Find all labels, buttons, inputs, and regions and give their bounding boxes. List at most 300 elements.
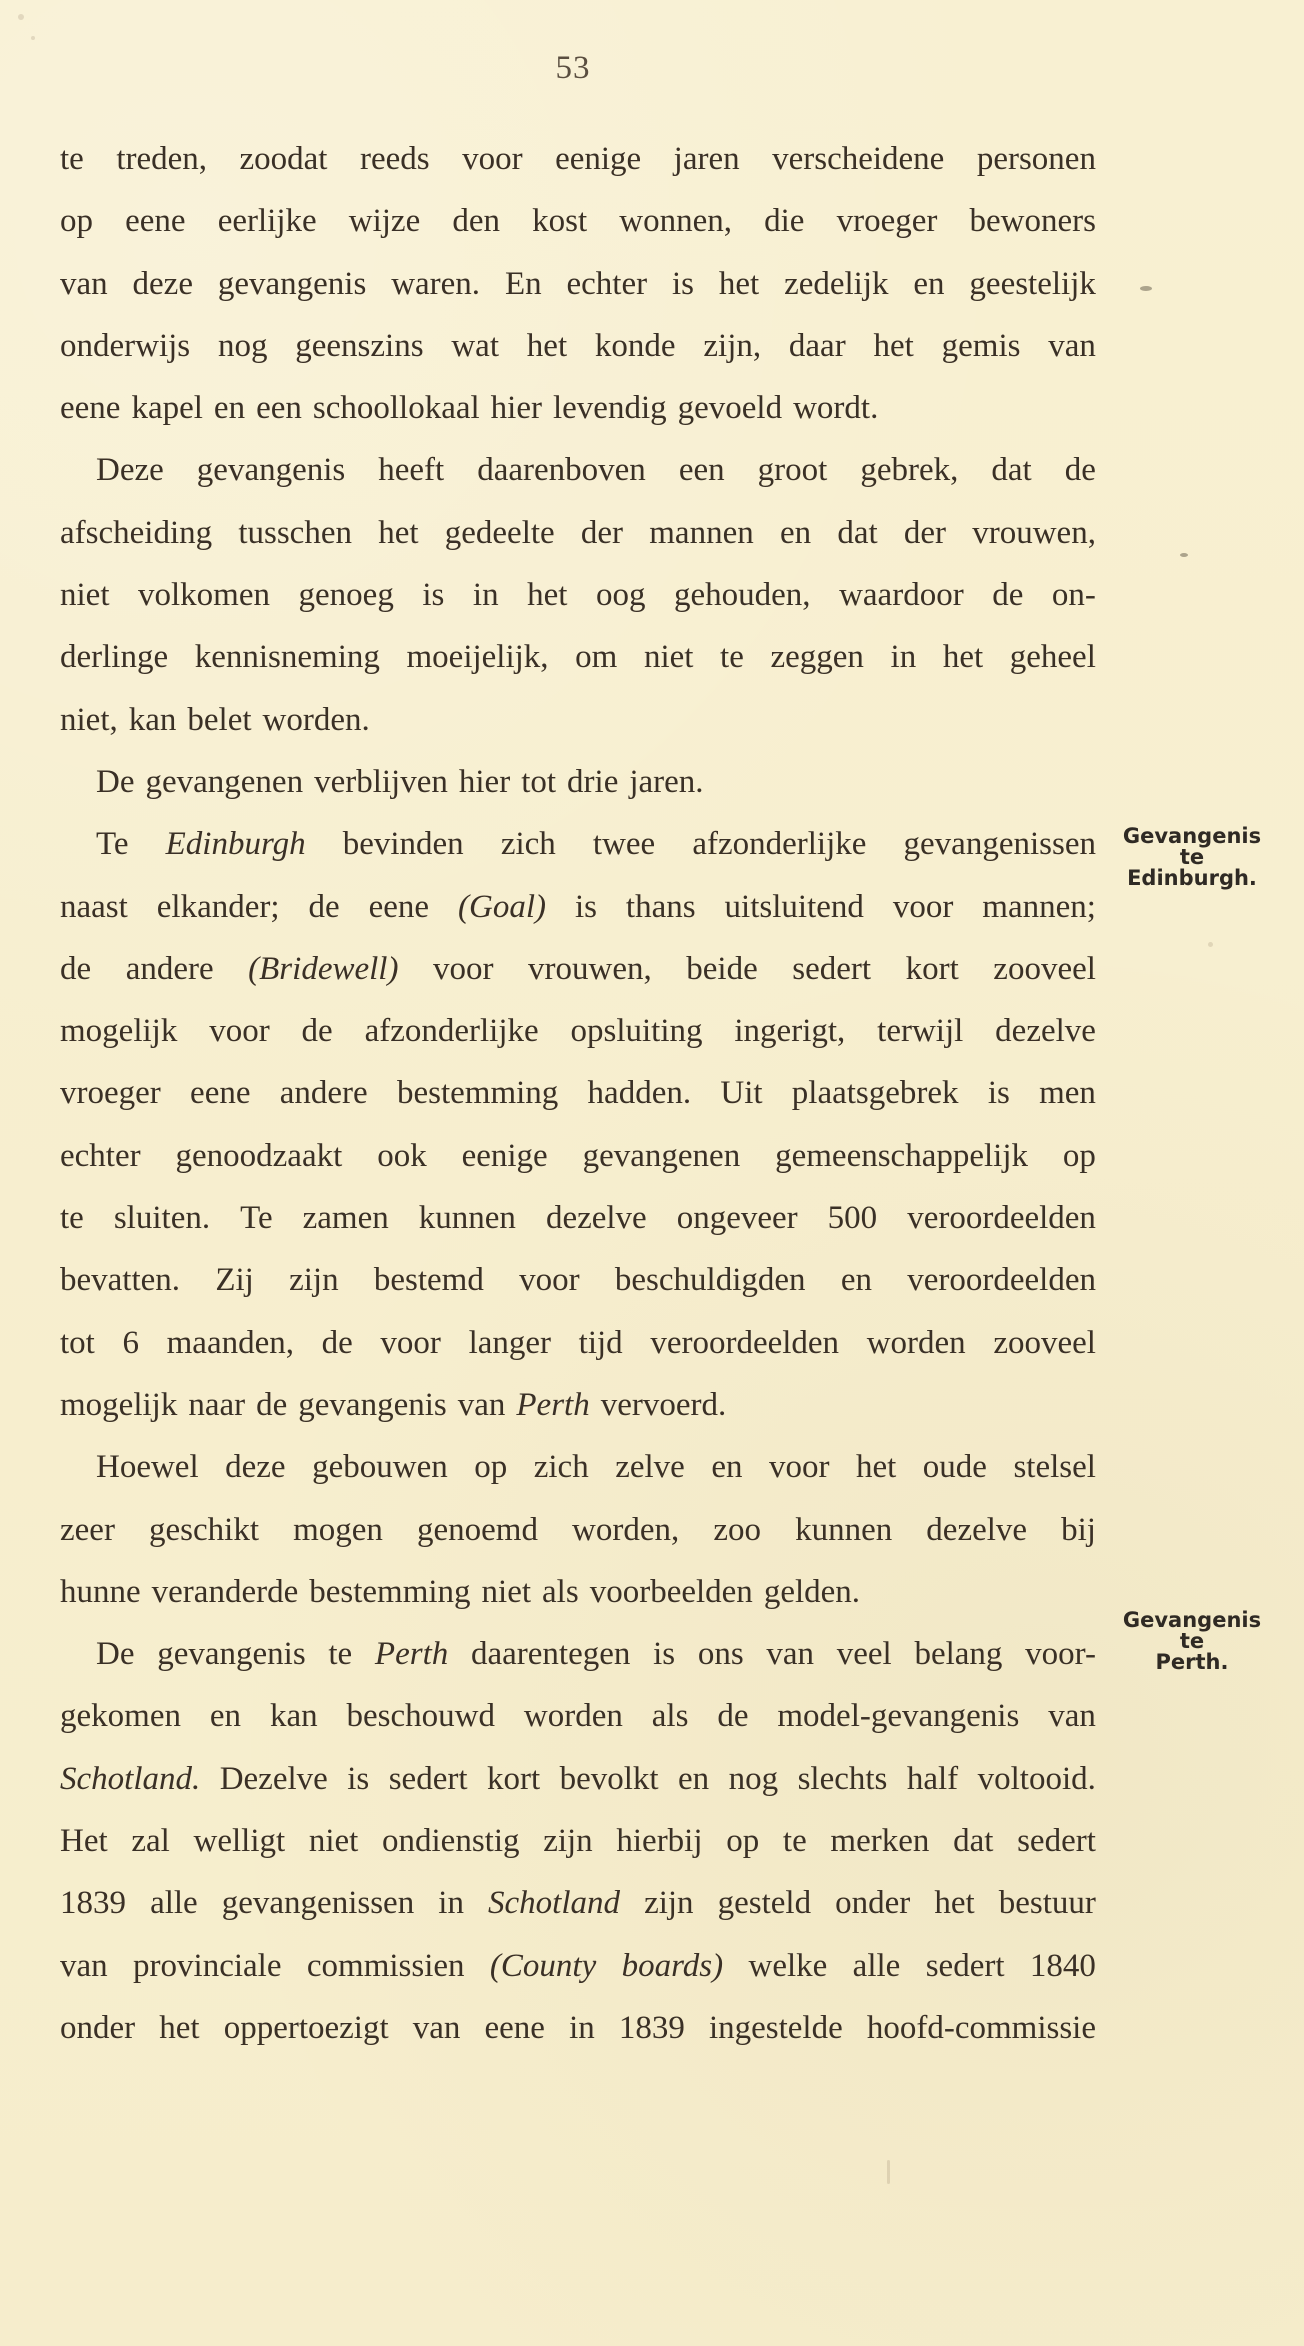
word: wordt. xyxy=(793,390,879,427)
word: treden, xyxy=(116,141,208,177)
word: zal xyxy=(131,1823,170,1860)
word: eene xyxy=(190,1075,251,1112)
word: boards) xyxy=(621,1947,724,1984)
word: de xyxy=(321,1324,353,1361)
word: sedert xyxy=(388,1760,468,1797)
word: model-gevangenis xyxy=(777,1698,1020,1735)
word: worden xyxy=(523,1698,623,1735)
word: het xyxy=(934,1885,975,1922)
word: veranderde xyxy=(151,1573,299,1610)
word: den xyxy=(452,203,501,240)
word: voor xyxy=(519,1262,580,1299)
paper-speck xyxy=(887,2160,890,2184)
word: deze xyxy=(132,265,193,302)
word: bestemming xyxy=(309,1573,471,1610)
text-line xyxy=(60,689,1100,751)
word: oog xyxy=(595,577,646,614)
paper-speck xyxy=(1208,942,1213,947)
word: ingestelde xyxy=(708,2009,843,2046)
word: het xyxy=(527,577,568,614)
word: stelsel xyxy=(1013,1449,1096,1486)
word: voor xyxy=(892,888,954,925)
word: eenige xyxy=(555,141,642,177)
word: afzonderlijke xyxy=(692,826,867,863)
word: zedelijk xyxy=(784,265,889,302)
word: zooveel xyxy=(993,950,1096,987)
text-line xyxy=(60,1000,1100,1062)
word: 6 xyxy=(122,1324,139,1361)
word: te xyxy=(720,639,744,676)
word: geenszins xyxy=(295,327,424,364)
text-line xyxy=(60,564,1100,626)
word: wat xyxy=(451,327,499,364)
word: voor xyxy=(432,950,494,987)
word: personen xyxy=(976,141,1096,177)
word: voor xyxy=(768,1449,830,1486)
word: elkander; xyxy=(156,888,280,925)
word: te xyxy=(328,1636,353,1673)
word: sluiten. xyxy=(113,1200,211,1237)
word: is xyxy=(574,888,597,925)
word: men xyxy=(1039,1075,1096,1112)
word: de xyxy=(301,1013,333,1050)
text-line xyxy=(60,1685,1100,1747)
margin-note-line: Edinburgh. xyxy=(1127,866,1257,890)
word: Het xyxy=(60,1823,108,1860)
word: gevangenis xyxy=(157,1636,306,1673)
text-line xyxy=(60,1997,1100,2059)
margin-note-edinburgh xyxy=(1112,826,1272,889)
body-text xyxy=(60,128,1100,2059)
margin-note-line: te xyxy=(1179,1629,1205,1653)
word: in xyxy=(569,2009,595,2046)
text-line xyxy=(60,502,1100,564)
word: voor xyxy=(380,1324,441,1361)
word: voor xyxy=(209,1013,270,1050)
word: bewoners xyxy=(969,203,1096,240)
word: deze xyxy=(225,1449,286,1486)
word: om xyxy=(575,639,618,676)
paper-speck xyxy=(18,14,24,20)
word: onder xyxy=(60,2009,136,2046)
text-line xyxy=(60,938,1100,1000)
word: zeer xyxy=(60,1511,115,1548)
word: beschuldigden xyxy=(614,1262,806,1299)
word: de xyxy=(717,1698,749,1735)
word: kort xyxy=(486,1760,541,1797)
word: hunne xyxy=(60,1573,141,1610)
text-line xyxy=(60,1561,1100,1623)
word: gedeelte xyxy=(444,514,555,551)
word: zeggen xyxy=(770,639,864,676)
word: ingerigt, xyxy=(734,1013,846,1050)
text-line xyxy=(60,1935,1100,1997)
word: (Goal) xyxy=(458,888,546,925)
page-number: 53 xyxy=(555,50,591,86)
word: kan xyxy=(269,1698,318,1735)
word: een xyxy=(678,452,725,489)
word: der xyxy=(580,514,624,551)
word: gevangenissen xyxy=(221,1885,415,1922)
word: geestelijk xyxy=(969,265,1096,302)
word: dezelve xyxy=(995,1013,1096,1050)
word: zijn xyxy=(543,1823,593,1860)
word: levendig xyxy=(552,390,667,427)
word: alle xyxy=(150,1885,198,1922)
word: te xyxy=(782,1823,807,1860)
word: 1839 xyxy=(60,1885,126,1922)
word: als xyxy=(542,1573,579,1610)
word: vroeger xyxy=(836,203,938,240)
text-line xyxy=(60,253,1100,315)
text-line xyxy=(60,1374,1100,1436)
word: en xyxy=(913,265,945,302)
word: gesteld xyxy=(717,1885,812,1922)
text-line xyxy=(60,1623,1100,1685)
word: Te xyxy=(240,1200,273,1237)
word: hadden. xyxy=(587,1075,692,1112)
word: gevangenis xyxy=(217,265,367,302)
word: geschikt xyxy=(149,1511,259,1548)
word: mannen; xyxy=(982,888,1096,925)
word: merken xyxy=(830,1823,930,1860)
word: het xyxy=(718,265,760,302)
text-line xyxy=(60,876,1100,938)
word: sedert xyxy=(925,1947,1005,1984)
word: gemis xyxy=(941,327,1021,364)
word: voorbeelden xyxy=(589,1573,753,1610)
word: oppertoezigt xyxy=(223,2009,389,2046)
word: voor- xyxy=(1025,1636,1096,1673)
word: Perth xyxy=(374,1636,449,1673)
word: uitsluitend xyxy=(724,888,864,925)
word: 1839 xyxy=(618,2009,685,2046)
word: jaren. xyxy=(629,763,704,800)
paper-speck xyxy=(31,36,35,40)
word: op xyxy=(1062,1137,1096,1174)
word: Schotland. xyxy=(60,1760,201,1797)
word: voltooid. xyxy=(977,1760,1096,1797)
word: half xyxy=(906,1760,959,1797)
text-line xyxy=(60,128,1100,190)
word: de xyxy=(1064,452,1096,489)
word: een xyxy=(256,390,302,427)
word: waardoor xyxy=(839,577,964,614)
word: De xyxy=(96,1636,135,1673)
word: bevatten. xyxy=(60,1262,181,1299)
word: van xyxy=(60,1947,108,1984)
word: bevinden xyxy=(342,826,464,863)
word: veel xyxy=(836,1636,892,1673)
word: maanden, xyxy=(166,1324,294,1361)
word: welligt xyxy=(193,1823,286,1860)
word: geheel xyxy=(1009,639,1096,676)
word: en xyxy=(779,514,812,551)
word: 1840 xyxy=(1029,1947,1096,1984)
word: waren. xyxy=(391,265,481,302)
word: niet xyxy=(60,577,110,614)
word: en xyxy=(711,1449,743,1486)
word: de xyxy=(60,950,92,987)
word: oude xyxy=(922,1449,987,1486)
word: het xyxy=(942,639,984,676)
word: voor xyxy=(462,141,523,177)
word: zijn, xyxy=(703,327,762,364)
text-line xyxy=(60,1062,1100,1124)
text-line xyxy=(60,377,1100,439)
word: vrouwen, xyxy=(972,514,1096,551)
word: worden, xyxy=(572,1511,680,1548)
word: belang xyxy=(914,1636,1003,1673)
word: ongeveer xyxy=(676,1200,798,1237)
word: daarenboven xyxy=(477,452,646,489)
word: Zij xyxy=(215,1262,254,1299)
word: vervoerd. xyxy=(600,1386,727,1423)
word: veroordeelden xyxy=(650,1324,840,1361)
word: kunnen xyxy=(418,1200,516,1237)
word: zoo xyxy=(713,1511,761,1548)
word: Schotland xyxy=(488,1885,620,1922)
word: tusschen xyxy=(238,514,352,551)
text-line xyxy=(60,315,1100,377)
word: Dezelve xyxy=(219,1760,328,1797)
word: van xyxy=(60,265,108,302)
word: De xyxy=(96,763,135,800)
word: konde xyxy=(594,327,676,364)
text-line xyxy=(60,1312,1100,1374)
word: jaren xyxy=(673,141,740,177)
word: niet xyxy=(481,1573,532,1610)
word: twee xyxy=(592,826,656,863)
word: thans xyxy=(625,888,696,925)
text-line xyxy=(60,626,1100,688)
word: de xyxy=(256,1386,288,1423)
word: zelve xyxy=(615,1449,685,1486)
word: ook xyxy=(377,1137,427,1174)
word: terwijl xyxy=(877,1013,964,1050)
word: bestemd xyxy=(373,1262,484,1299)
word: gebrek, xyxy=(860,452,959,489)
word: genoemd xyxy=(416,1511,538,1548)
word: is xyxy=(987,1075,1010,1112)
word: niet xyxy=(643,639,694,676)
word: opsluiting xyxy=(570,1013,703,1050)
word: echter xyxy=(566,265,648,302)
word: gevangenen xyxy=(582,1137,741,1174)
text-line xyxy=(60,1499,1100,1561)
word: gevangenis xyxy=(196,452,346,489)
word: groot xyxy=(757,452,828,489)
word: dat xyxy=(837,514,878,551)
word: veroordeelden xyxy=(907,1262,1096,1299)
word: belet xyxy=(187,701,252,738)
word: gelden. xyxy=(763,1573,861,1610)
word: de xyxy=(992,577,1024,614)
word: mogelijk xyxy=(60,1013,178,1050)
text-line xyxy=(60,751,1100,813)
word: het xyxy=(378,514,419,551)
word: gekomen xyxy=(60,1698,181,1735)
word: vrouwen, xyxy=(528,950,652,987)
word: afscheiding xyxy=(60,514,213,551)
word: langer xyxy=(468,1324,552,1361)
word: gevangenissen xyxy=(903,826,1096,863)
word: te xyxy=(60,1200,84,1237)
word: de xyxy=(308,888,340,925)
word: beide xyxy=(686,950,758,987)
word: van xyxy=(766,1636,815,1673)
margin-note-line: Gevangenis xyxy=(1122,824,1262,848)
word: het xyxy=(855,1449,897,1486)
word: kost xyxy=(532,203,588,240)
word: provinciale xyxy=(133,1947,282,1984)
word: heeft xyxy=(378,452,445,489)
text-line xyxy=(60,813,1100,875)
word: nog xyxy=(217,327,268,364)
word: niet xyxy=(308,1823,359,1860)
word: ons xyxy=(697,1636,744,1673)
word: van xyxy=(1048,327,1096,364)
word: vroeger xyxy=(60,1075,161,1112)
word: 500 xyxy=(827,1200,878,1237)
word: naast xyxy=(60,888,128,925)
word: en xyxy=(678,1760,710,1797)
word: daar xyxy=(788,327,846,364)
word: eenige xyxy=(461,1137,548,1174)
word: derlinge xyxy=(60,639,169,676)
word: op xyxy=(474,1449,508,1486)
word: (County xyxy=(489,1947,597,1984)
word: Deze xyxy=(96,452,164,489)
word: mannen xyxy=(649,514,754,551)
word: op xyxy=(60,203,93,240)
word: genoodzaakt xyxy=(175,1137,343,1174)
word: verblijven xyxy=(314,763,448,800)
word: als xyxy=(651,1698,689,1735)
word: echter xyxy=(60,1137,141,1174)
word: beschouwd xyxy=(346,1698,495,1735)
word: zich xyxy=(500,826,556,863)
margin-note-line: Perth. xyxy=(1155,1650,1229,1674)
word: verscheidene xyxy=(772,141,945,177)
word: zijn xyxy=(644,1885,694,1922)
word: daarentegen xyxy=(470,1636,631,1673)
word: wijze xyxy=(348,203,421,240)
word: zijn xyxy=(289,1262,339,1299)
word: het xyxy=(526,327,568,364)
word: hierbij xyxy=(616,1823,703,1860)
word: eene xyxy=(125,203,186,240)
word: is xyxy=(347,1760,370,1797)
word: ondienstig xyxy=(382,1823,520,1860)
word: Perth xyxy=(516,1386,590,1423)
word: Te xyxy=(96,826,129,863)
word: welke xyxy=(748,1947,828,1984)
word: hier xyxy=(490,390,542,427)
text-line xyxy=(60,190,1100,252)
word: afzonderlijke xyxy=(364,1013,539,1050)
word: kunnen xyxy=(795,1511,893,1548)
word: zooveel xyxy=(993,1324,1096,1361)
word: niet, xyxy=(60,701,118,738)
text-line xyxy=(60,1748,1100,1810)
word: gemeenschappelijk xyxy=(775,1137,1029,1174)
word: en xyxy=(213,390,246,427)
word: in xyxy=(438,1885,464,1922)
ink-mark xyxy=(1180,553,1188,557)
word: commissien xyxy=(306,1947,465,1984)
word: op xyxy=(726,1823,760,1860)
word: en xyxy=(840,1262,872,1299)
word: En xyxy=(504,265,542,302)
text-line xyxy=(60,1249,1100,1311)
word: bij xyxy=(1061,1511,1096,1548)
word: worden xyxy=(866,1324,966,1361)
word: van xyxy=(412,2009,461,2046)
word: mogelijk xyxy=(60,1386,178,1423)
word: genoeg xyxy=(298,577,394,614)
word: worden. xyxy=(262,701,370,738)
word: reeds xyxy=(359,141,430,177)
word: gevangenis xyxy=(298,1386,447,1423)
word: wonnen, xyxy=(619,203,733,240)
text-line xyxy=(60,1872,1100,1934)
word: tot xyxy=(521,763,557,800)
word: onder xyxy=(835,1885,911,1922)
word: slechts xyxy=(797,1760,888,1797)
word: van xyxy=(1048,1698,1096,1735)
word: eene xyxy=(60,390,121,427)
word: is xyxy=(422,577,445,614)
word: is xyxy=(671,265,694,302)
word: andere xyxy=(279,1075,368,1112)
word: tijd xyxy=(578,1324,623,1361)
word: hoofd-commissie xyxy=(866,2009,1096,2046)
word: zamen xyxy=(302,1200,389,1237)
word: gebouwen xyxy=(312,1449,448,1486)
word: volkomen xyxy=(138,577,270,614)
word: dat xyxy=(953,1823,994,1860)
word: hier xyxy=(458,763,511,800)
word: veroordeelden xyxy=(907,1200,1096,1237)
word: en xyxy=(209,1698,242,1735)
word: bevolkt xyxy=(559,1760,659,1797)
word: Hoewel xyxy=(96,1449,199,1486)
word: alle xyxy=(852,1947,901,1984)
text-line xyxy=(60,1187,1100,1249)
word: sedert xyxy=(792,950,872,987)
word: het xyxy=(873,327,914,364)
word: dezelve xyxy=(545,1200,647,1237)
word: zich xyxy=(533,1449,589,1486)
word: Uit xyxy=(720,1075,763,1112)
word: bestemming xyxy=(396,1075,559,1112)
word: dat xyxy=(991,452,1032,489)
word: kan xyxy=(128,701,177,738)
word: (Bridewell) xyxy=(248,950,399,987)
word: tot xyxy=(60,1324,95,1361)
word: kapel xyxy=(131,390,203,427)
word: drie xyxy=(567,763,619,800)
word: plaatsgebrek xyxy=(791,1075,959,1112)
text-line xyxy=(60,1125,1100,1187)
text-line xyxy=(60,1436,1100,1498)
word: onderwijs xyxy=(60,327,191,364)
word: te xyxy=(60,141,84,177)
word: der xyxy=(903,514,947,551)
word: van xyxy=(457,1386,506,1423)
word: het xyxy=(159,2009,200,2046)
